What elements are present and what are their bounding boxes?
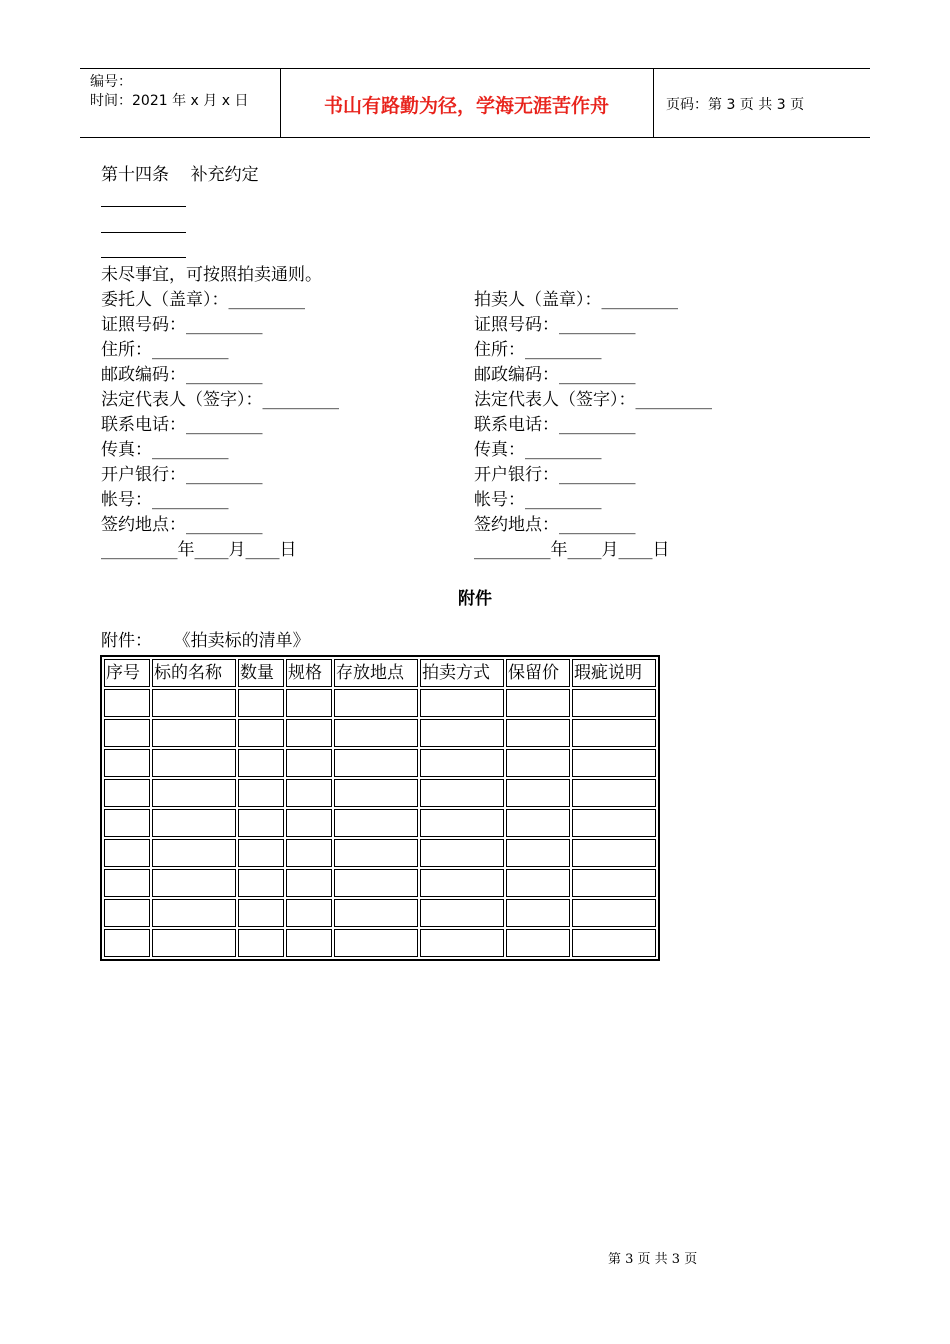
party-field: 住所：_________ (101, 340, 229, 360)
table-cell (238, 719, 284, 747)
party-field: 委托人（盖章）：_________ (101, 290, 305, 310)
column-header: 保留价 (506, 659, 570, 687)
party-field: 拍卖人（盖章）：_________ (474, 290, 678, 310)
table-cell (420, 779, 504, 807)
party-field: 住所：_________ (474, 340, 602, 360)
party-field: _________年____月____日 (101, 540, 297, 560)
header-page-info: 页码：第 3 页 共 3 页 (666, 97, 805, 113)
party-field: 联系电话：_________ (474, 415, 636, 435)
table-row (104, 689, 656, 717)
party-field: 传真：_________ (474, 440, 602, 460)
table-cell (420, 929, 504, 957)
column-header: 瑕疵说明 (572, 659, 656, 687)
page-header (80, 68, 870, 138)
column-header: 数量 (238, 659, 284, 687)
party-field: 签约地点：_________ (101, 515, 263, 535)
table-cell (572, 689, 656, 717)
table-cell (286, 869, 332, 897)
table-cell (152, 749, 236, 777)
party-field: 证照号码：_________ (101, 315, 263, 335)
table-cell (152, 899, 236, 927)
column-header: 规格 (286, 659, 332, 687)
table-cell (286, 749, 332, 777)
table-cell (420, 719, 504, 747)
party-field: 开户银行：_________ (101, 465, 263, 485)
column-header: 拍卖方式 (420, 659, 504, 687)
table-cell (238, 899, 284, 927)
table-cell (572, 779, 656, 807)
table-cell (152, 689, 236, 717)
table-cell (286, 689, 332, 717)
table-cell (506, 779, 570, 807)
table-cell (506, 689, 570, 717)
party-field: 开户银行：_________ (474, 465, 636, 485)
header-left (90, 73, 248, 111)
appendix-caption: 附件： 《拍卖标的清单》 (101, 631, 310, 651)
table-cell (420, 869, 504, 897)
table-row (104, 749, 656, 777)
party-field: 邮政编码：_________ (101, 365, 263, 385)
table-cell (334, 779, 418, 807)
table-cell (238, 689, 284, 717)
table-cell (286, 719, 332, 747)
table-row (104, 869, 656, 897)
column-header: 标的名称 (152, 659, 236, 687)
table-header-row (104, 659, 656, 687)
blank-line (101, 257, 186, 258)
table-cell (104, 749, 150, 777)
table-cell (152, 809, 236, 837)
page-footer: 第 3 页 共 3 页 (608, 1252, 698, 1267)
table-cell (572, 869, 656, 897)
table-cell (420, 689, 504, 717)
table-cell (152, 779, 236, 807)
table-cell (104, 689, 150, 717)
table-cell (152, 929, 236, 957)
table-cell (334, 689, 418, 717)
party-field: 帐号：_________ (474, 490, 602, 510)
table-cell (286, 809, 332, 837)
table-cell (506, 929, 570, 957)
table-cell (238, 809, 284, 837)
table-cell (420, 899, 504, 927)
table-cell (238, 749, 284, 777)
table-cell (572, 809, 656, 837)
table-cell (104, 779, 150, 807)
number-label: 编号： (90, 74, 132, 90)
table-cell (420, 809, 504, 837)
header-motto: 书山有路勤为径，学海无涯苦作舟 (323, 95, 609, 117)
table-cell (238, 929, 284, 957)
table-row (104, 899, 656, 927)
party-field: 法定代表人（签字）：_________ (101, 390, 339, 410)
table-cell (104, 719, 150, 747)
article-note: 未尽事宜，可按照拍卖通则。 (101, 265, 322, 285)
table-cell (334, 809, 418, 837)
table-cell (572, 899, 656, 927)
table-row (104, 929, 656, 957)
party-field: _________年____月____日 (474, 540, 670, 560)
table-cell (104, 899, 150, 927)
table-cell (506, 749, 570, 777)
table-cell (334, 929, 418, 957)
table-cell (238, 839, 284, 867)
table-cell (334, 719, 418, 747)
table-row (104, 779, 656, 807)
table-cell (152, 869, 236, 897)
table-cell (572, 929, 656, 957)
table-cell (104, 839, 150, 867)
time-label: 时间：2021 年 x 月 x 日 (90, 93, 249, 109)
column-header: 序号 (104, 659, 150, 687)
table-cell (506, 719, 570, 747)
table-cell (506, 869, 570, 897)
party-field: 法定代表人（签字）：_________ (474, 390, 712, 410)
table-cell (152, 719, 236, 747)
table-cell (104, 869, 150, 897)
table-cell (572, 719, 656, 747)
table-cell (420, 839, 504, 867)
table-cell (104, 809, 150, 837)
party-field: 传真：_________ (101, 440, 229, 460)
table-cell (572, 749, 656, 777)
table-row (104, 719, 656, 747)
party-field: 帐号：_________ (101, 490, 229, 510)
party-field: 邮政编码：_________ (474, 365, 636, 385)
table-cell (506, 899, 570, 927)
party-field: 证照号码：_________ (474, 315, 636, 335)
table-cell (286, 779, 332, 807)
table-cell (238, 779, 284, 807)
table-cell (238, 869, 284, 897)
table-cell (286, 929, 332, 957)
table-row (104, 839, 656, 867)
appendix-title: 附件 (458, 589, 492, 609)
table-cell (334, 899, 418, 927)
table-cell (104, 929, 150, 957)
table-cell (152, 839, 236, 867)
blank-line (101, 232, 186, 233)
table-cell (286, 899, 332, 927)
blank-line (101, 206, 186, 207)
table-cell (334, 839, 418, 867)
table-cell (334, 749, 418, 777)
column-header: 存放地点 (334, 659, 418, 687)
article-heading: 第十四条 补充约定 (101, 165, 259, 185)
table-cell (334, 869, 418, 897)
table-cell (506, 839, 570, 867)
table-row (104, 809, 656, 837)
table-cell (286, 839, 332, 867)
party-field: 签约地点：_________ (474, 515, 636, 535)
table-cell (420, 749, 504, 777)
table-cell (572, 839, 656, 867)
party-field: 联系电话：_________ (101, 415, 263, 435)
table-cell (506, 809, 570, 837)
header-divider (653, 69, 654, 137)
auction-items-table (100, 655, 660, 961)
